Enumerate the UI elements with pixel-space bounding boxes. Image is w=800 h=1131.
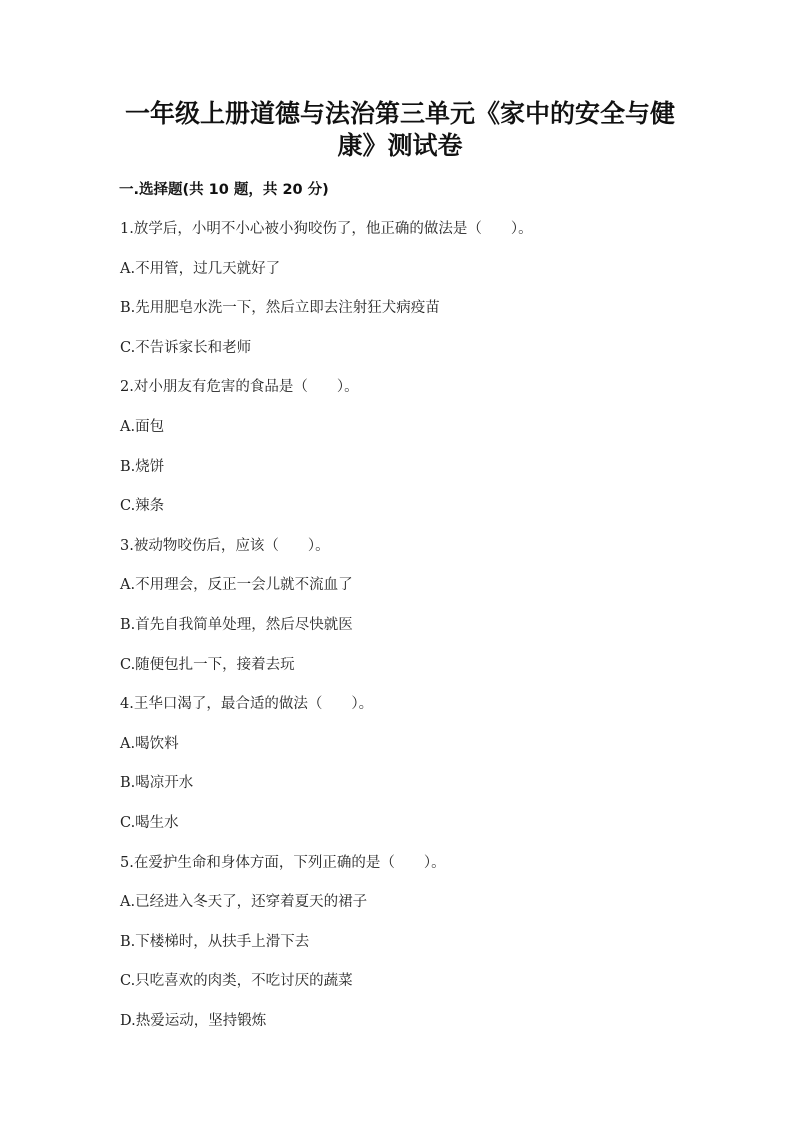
question-5-option-c: C.只吃喜欢的肉类，不吃讨厌的蔬菜 (120, 973, 353, 989)
question-1-option-b: B.先用肥皂水洗一下，然后立即去注射狂犬病疫苗 (120, 300, 440, 316)
question-4-option-a: A.喝饮料 (120, 736, 179, 752)
section-heading: 一.选择题(共 10 题，共 20 分) (119, 182, 329, 198)
question-2-stem: 2.对小朋友有危害的食品是（ ）。 (120, 379, 359, 395)
page-title-line-1: 一年级上册道德与法治第三单元《家中的安全与健 (124, 99, 675, 128)
question-4-option-c: C.喝生水 (120, 815, 179, 831)
question-3-stem: 3.被动物咬伤后，应该（ ）。 (120, 538, 330, 554)
question-2-option-c: C.辣条 (120, 498, 165, 514)
question-5-stem: 5.在爱护生命和身体方面，下列正确的是（ ）。 (120, 855, 446, 871)
question-3-option-b: B.首先自我简单处理，然后尽快就医 (120, 617, 353, 633)
question-4-option-b: B.喝凉开水 (120, 775, 194, 791)
question-2-option-b: B.烧饼 (120, 459, 165, 475)
question-5-option-a: A.已经进入冬天了，还穿着夏天的裙子 (120, 894, 368, 910)
question-3-option-c: C.随便包扎一下，接着去玩 (120, 657, 295, 673)
question-3-option-a: A.不用理会，反正一会儿就不流血了 (120, 577, 353, 593)
question-1-stem: 1.放学后，小明不小心被小狗咬伤了，他正确的做法是（ ）。 (120, 221, 533, 237)
question-5-option-d: D.热爱运动，坚持锻炼 (120, 1013, 267, 1029)
page-title-line-2: 康》测试卷 (337, 131, 463, 160)
question-1-option-c: C.不告诉家长和老师 (120, 340, 252, 356)
question-5-option-b: B.下楼梯时，从扶手上滑下去 (120, 934, 310, 950)
question-1-option-a: A.不用管，过几天就好了 (120, 261, 281, 277)
question-2-option-a: A.面包 (120, 419, 165, 435)
question-4-stem: 4.王华口渴了，最合适的做法（ ）。 (120, 696, 374, 712)
